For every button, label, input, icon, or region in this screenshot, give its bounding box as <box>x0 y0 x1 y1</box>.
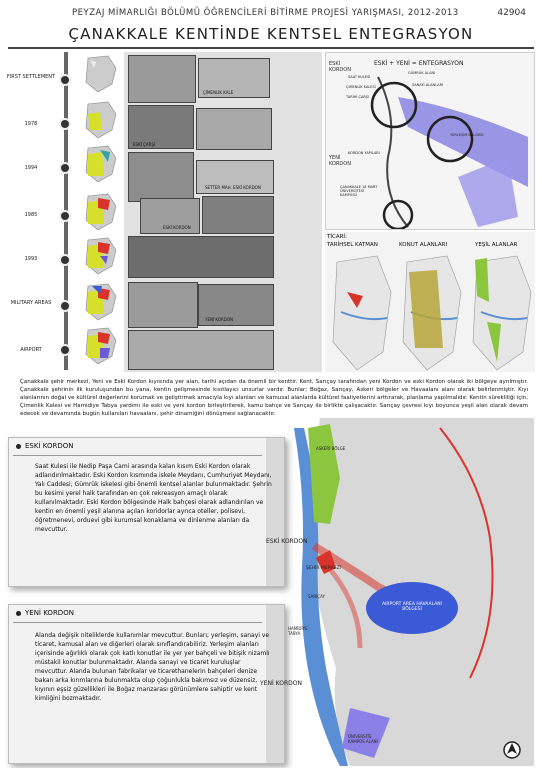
timeline-label: AIRPORT <box>20 347 42 353</box>
diagram-label: YERLEŞİM BÖLGESİ <box>450 133 484 137</box>
map-label: ESKİ KORDON <box>266 538 308 545</box>
settlement-map <box>78 326 122 366</box>
historic-photo <box>128 330 274 370</box>
eski-kordon-heading: ESKİ KORDON <box>25 442 74 450</box>
photo-caption: ESKİ ÇARŞI <box>133 142 156 147</box>
photo-caption: SETTER MAH. ESKİ KORDON <box>205 185 261 190</box>
maps-caption: TİCARİ: <box>327 234 347 240</box>
historic-photo <box>128 236 274 278</box>
map-heading: KONUT ALANLARI <box>399 242 448 248</box>
map-label: ÜNİVERSİTE KAMPÜS ALANI <box>348 734 378 744</box>
timeline-label: MILITARY AREAS <box>10 300 52 306</box>
eski-kordon-card <box>8 437 285 587</box>
historic-photo <box>196 160 274 194</box>
historic-photo <box>198 284 274 326</box>
poster-header <box>0 8 542 22</box>
settlement-map <box>78 282 122 322</box>
photo-caption: ESKİ KORDON <box>163 225 191 230</box>
timeline-dot <box>59 118 71 130</box>
settlement-map <box>78 236 122 276</box>
yeni-kordon-text: Alanda değişik niteliklerde kullanımlar mevcuttur. Bunları; yerleşim, sanayi ve ticaret, kamusal alan ve diğerleri olarak sınıflandırabiliriz. Yerleşim alanları içerisinde ağırlıklı olarak çok katlı konutlar ile yer yer bahçeli ve bitişik nizamlı müstakil konutlar bulunmaktadır. Alanda sanayi ve ticaret kuruluşlar mevcuttur. Alanda bulunan fabrikalar ve ticarethanelerin bahçeleri denize bakan arka kırımlarına bulunmakta olup çoğunlukla bakımsız ve düzensiz, kıyının eşsiz güzellikleri ile Boğaz manzarası görünümlere sahiptir ve kent kimliğini bozmaktadır. <box>35 632 270 702</box>
timeline-label: FIRST SETTLEMENT <box>6 74 56 80</box>
thematic-maps <box>325 232 535 372</box>
map-label: YENİ KORDON <box>260 680 302 687</box>
historic-photo <box>198 58 270 98</box>
timeline-label: 1978 <box>24 121 38 127</box>
entry-number: 42904 <box>497 8 526 18</box>
map-label: ASKERİ BÖLGE <box>316 446 346 451</box>
photo-caption: ÇİMENLİK KALE <box>203 90 234 95</box>
historic-photo <box>128 55 196 103</box>
poster-title: ÇANAKKALE KENTİNDE KENTSEL ENTEGRASYON <box>68 25 474 43</box>
historic-photo <box>202 196 274 234</box>
integration-master-plan-map <box>260 418 534 766</box>
north-arrow-icon <box>504 742 520 758</box>
eski-kordon-text: Saat Kulesi ile Nedip Paşa Cami arasında kalan kısım Eski Kordon olarak adlandırılmaktadır. Eski Kordon kısmında iskele Meydanı, Cumhuriyet Meydanı, Yalı Caddesi, Gümrük iskelesi gibi önemli kentsel alanlar bulunmaktadır. Şehrin bu kesimi yerel halk tarafından en çok rekreasyon amaçlı olarak kullanılmaktadır. Eski Kordon bölgesinde Halk bahçesi olarak adlandırılan ve kentin en önemli yeşil alanına açılan koridorlar ayrıca oteller, polisevi, öğretmenevi, orduevi gibi kurumsal konaklama ve dinlenme alanları da mevcuttur. <box>35 463 272 533</box>
diagram-label: KORDON YAPILARI <box>348 151 380 155</box>
yeni-kordon-heading: YENİ KORDON <box>25 609 74 617</box>
yeni-kordon-card <box>8 604 285 764</box>
timeline-dot <box>59 300 71 312</box>
photo-caption: YENİ KORDON <box>205 317 233 322</box>
timeline-label: 1994 <box>24 165 38 171</box>
historic-photo <box>128 105 194 149</box>
integration-diagram-shapes <box>338 67 534 229</box>
master-plan-shapes <box>290 418 534 766</box>
intro-paragraph: Çanakkale şehir merkezi, Yeni ve Eski Kordon kıyısında yer alan, tarihi açıdan da önemli bir kenttir. Kent, Sarıçay tarafından yeni Kordon ve eski Kordon olarak iki bölgeye ayrılmıştır. Çanakkale şehrinin ilk kuruluşundan bu yana, kentin gelişmesinde kısıtlayıcı unsurlar vardır. Bunlar; Boğaz, Sarıçay, Askeri bölgeler ve Havaalanı alanı olarak belirlenmiştir. Kıyı alanlarının doğal ve kültürel değerlerini korumak ve geliştirmek amacıyla kıyı alanları ve kamusal alanlarda kültürel faaliyetlerini arttırarak, planlama yapılmalıdır. Kentin sürekliliği için, Çimenlik Kalesi ve Hamidiye Tabya yardımı ile eski ve yeni kordon birleştirilerek, kamu bahçe ve Sarıçay ile birlikte çalışacaktır. Sarıçay çevresi kıyı boyunca yeşil alan olarak devam edecek ve devamında bugün kullanılan havaalanı, şehir dinamiğini dönüşmesi sağlanacaktır. <box>20 379 528 417</box>
timeline-dot <box>59 344 71 356</box>
settlement-map <box>78 144 122 184</box>
title-rule <box>8 47 534 49</box>
historic-photo <box>128 152 194 202</box>
integration-diagram <box>325 52 535 230</box>
diagram-label: TARİHİ ÇARŞI <box>346 95 370 99</box>
map-heading: TARİHSEL KATMAN <box>327 242 378 248</box>
timeline-dot <box>59 162 71 174</box>
diagram-label: SAAT KULESİ <box>348 75 371 79</box>
timeline-label: 1985 <box>24 212 38 218</box>
settlement-map <box>78 192 122 232</box>
timeline-label: 1993 <box>24 256 38 262</box>
timeline-dot <box>59 210 71 222</box>
diagram-label: ÇİMENLİK KALESİ <box>346 85 376 89</box>
diagram-title: ESKİ + YENİ = ENTEGRASYON <box>374 60 464 67</box>
map-heading: YEŞİL ALANLAR <box>475 242 518 248</box>
diagram-label: SANAYİ ALANLARI <box>412 83 444 87</box>
diagram-label: GÜMRÜK ALANI <box>408 71 436 75</box>
timeline-dot <box>59 254 71 266</box>
diagram-side-bottom: YENİ KORDON <box>329 155 351 167</box>
map-label: AIRPORT AREA HAVAALANI BÖLGESİ <box>382 602 442 612</box>
diagram-label: ÇANAKKALE 18 MART ÜNİVERSİTESİ KAMPÜSÜ <box>340 185 378 197</box>
thematic-maps-shapes <box>325 250 535 372</box>
diagram-side-top: ESKİ KORDON <box>329 61 351 73</box>
map-label: ŞEHİR MERKEZİ <box>306 566 342 571</box>
settlement-map <box>78 100 122 140</box>
competition-title: PEYZAJ MİMARLIĞI BÖLÜMÜ ÖĞRENCİLERİ BİTİRME PROJESİ YARIŞMASI, 2012-2013 <box>72 8 459 18</box>
historic-photo <box>140 198 200 234</box>
historic-photo <box>196 108 272 150</box>
historic-photo <box>128 282 198 328</box>
map-label: HAMİDİYE TABYA <box>288 626 308 636</box>
settlement-map <box>78 54 122 94</box>
map-label: SARIÇAY <box>308 594 325 599</box>
timeline-dot <box>59 74 71 86</box>
